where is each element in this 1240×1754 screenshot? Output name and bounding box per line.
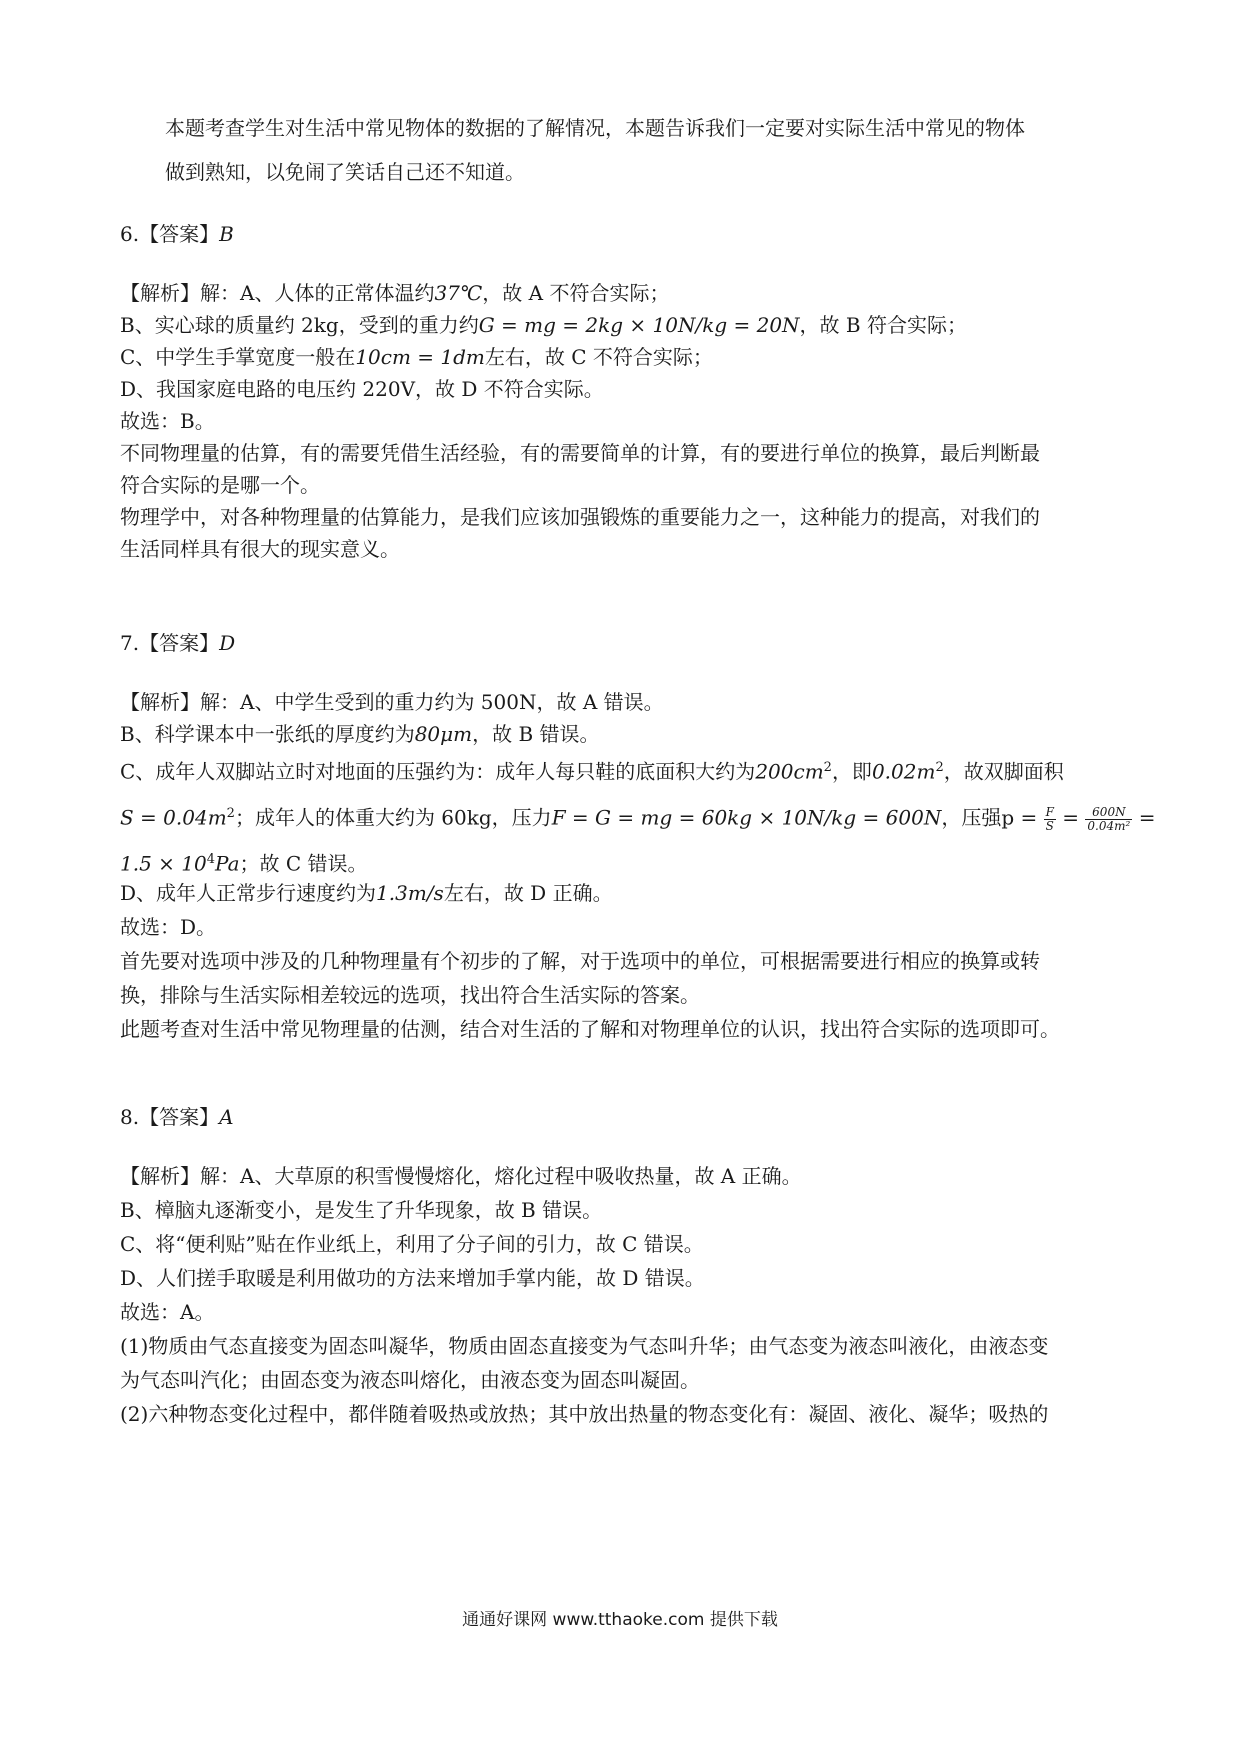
frac-area: 0.04m² <box>1087 818 1131 833</box>
q7-c3-rest: ；故 C 错误。 <box>239 851 368 876</box>
q6-c-formula: 10cm = 1dm <box>355 345 485 369</box>
q7-c2-p: ，压强p = <box>941 805 1044 830</box>
q7-d-value: 1.3m/s <box>376 881 444 905</box>
q6-c-rest: 左右，故 C 不符合实际； <box>484 345 713 369</box>
q7-answer-label: 7.【答案】 <box>120 631 220 655</box>
q7-c3-exp: 4 <box>206 852 216 867</box>
q7-c-area1: 200cm <box>755 759 824 784</box>
q7-d-prefix: D、成年人正常步行速度约为 <box>120 881 377 905</box>
q6-c-prefix: C、中学生手掌宽度一般在 <box>120 345 356 369</box>
q6-analysis-a <box>120 277 669 309</box>
q6-answer <box>120 218 234 250</box>
q8-answer-value: A <box>219 1105 234 1129</box>
q6-answer-value: B <box>219 222 234 246</box>
q6-para2-line1: 物理学中，对各种物理量的估算能力，是我们应该加强锻炼的重要能力之一，这种能力的提高，对我们的 <box>120 505 1040 529</box>
q8-answer <box>120 1101 234 1133</box>
q8-point1-line2: 为气态叫汽化；由固态变为液态叫熔化，由液态变为固态叫凝固。 <box>120 1368 700 1392</box>
q7-para1-line1: 首先要对选项中涉及的几种物理量有个初步的了解，对于选项中的单位，可根据需要进行相应的换算或转 <box>120 949 1040 973</box>
q6-para2-line2: 生活同样具有很大的现实意义。 <box>120 537 400 561</box>
q6-b-formula: G = mg = 2kg × 10N/kg = 20N <box>478 313 800 337</box>
q6-analysis-b <box>120 309 967 341</box>
intro-line-2: 做到熟知，以免闹了笑话自己还不知道。 <box>165 160 525 184</box>
q7-analysis-c2: $S = 0.04m^2$；成年人的体重大约为 60kg，压力F = G = mg = 60kg × 10N/kg = 600N，压强p = $\frac{F}{S}$ = $\frac{600N}{\text{0.04m²}}$ = <box>120 804 1156 833</box>
q7-c2-mid: ；成年人的体重大约为 60kg，压力 <box>234 805 552 830</box>
frac-f: F <box>1045 804 1054 819</box>
q8-point2-line1: (2)六种物态变化过程中，都伴随着吸热或放热；其中放出热量的物态变化有：凝固、液化、凝华；吸热的 <box>120 1402 1049 1426</box>
q8-point1-line1: (1)物质由气态直接变为固态叫凝华，物质由固态直接变为气态叫升华；由气态变为液态叫液化，由液态变 <box>120 1334 1049 1358</box>
q7-b-value: 80μm <box>414 722 473 746</box>
q6-analysis-d: D、我国家庭电路的电压约 220V，故 D 不符合实际。 <box>120 377 604 401</box>
q8-choice: 故选：A。 <box>120 1300 215 1324</box>
q7-analysis-d <box>120 877 613 909</box>
q7-b-prefix: B、科学课本中一张纸的厚度约为 <box>120 722 415 746</box>
q7-c-mid: ，即 <box>831 759 872 784</box>
q6-answer-label: 6.【答案】 <box>120 222 220 246</box>
q7-para2: 此题考查对生活中常见物理量的估测，结合对生活的了解和对物理单位的认识，找出符合实际的选项即可。 <box>120 1017 1060 1041</box>
q7-c-area2: 0.02m <box>871 759 936 784</box>
q7-answer-value: D <box>219 631 236 655</box>
q6-b-rest: ，故 B 符合实际； <box>799 313 967 337</box>
frac-s: S <box>1045 818 1054 833</box>
q7-c3-value: 1.5 × 10 <box>120 851 207 876</box>
frac-600n: 600N <box>1085 806 1132 820</box>
q6-a-rest: ，故 A 不符合实际； <box>482 281 670 305</box>
q7-analysis-c: C、成年人双脚站立时对地面的压强约为：成年人每只鞋的底面积大约为$200cm^2$，即$0.02m^2$，故双脚面积 <box>120 759 1064 784</box>
q8-analysis-c: C、将“便利贴”贴在作业纸上，利用了分子间的引力，故 C 错误。 <box>120 1232 704 1256</box>
q6-choice: 故选：B。 <box>120 409 215 433</box>
fraction-f-over-s <box>1044 806 1056 833</box>
q7-b-rest: ，故 B 错误。 <box>472 722 600 746</box>
q7-answer <box>120 627 235 659</box>
page-footer: 通通好课网 www.tthaoke.com 提供下载 <box>462 1610 778 1630</box>
q6-analysis-c <box>120 341 713 373</box>
q7-analysis-a: 【解析】解：A、中学生受到的重力约为 500N，故 A 错误。 <box>120 690 664 714</box>
q6-b-prefix: B、实心球的质量约 2kg，受到的重力约 <box>120 313 479 337</box>
q8-analysis-d: D、人们搓手取暖是利用做功的方法来增加手掌内能，故 D 错误。 <box>120 1266 705 1290</box>
q7-c-prefix: C、成年人双脚站立时对地面的压强约为：成年人每只鞋的底面积大约为 <box>120 759 756 784</box>
q6-para1-line2: 符合实际的是哪一个。 <box>120 473 320 497</box>
q7-c2-s: S = 0.04m <box>120 805 227 830</box>
q6-a-temp: 37℃ <box>434 281 483 305</box>
q8-analysis-b: B、樟脑丸逐渐变小，是发生了升华现象，故 B 错误。 <box>120 1198 603 1222</box>
q7-d-rest: 左右，故 D 正确。 <box>443 881 613 905</box>
intro-line-1: 本题考查学生对生活中常见物体的数据的了解情况，本题告诉我们一定要对实际生活中常见的物体 <box>165 116 1025 140</box>
q7-para1-line2: 换，排除与生活实际相差较远的选项，找出符合生活实际的答案。 <box>120 983 700 1007</box>
q8-answer-label: 8.【答案】 <box>120 1105 220 1129</box>
q7-c-rest: ，故双脚面积 <box>943 759 1064 784</box>
fraction-600n <box>1085 806 1132 833</box>
q6-para1-line1: 不同物理量的估算，有的需要凭借生活经验，有的需要简单的计算，有的要进行单位的换算，最后判断最 <box>120 441 1040 465</box>
q7-analysis-b <box>120 718 600 750</box>
q7-c2-formula: F = G = mg = 60kg × 10N/kg = 600N <box>551 805 942 830</box>
q6-a-prefix: 【解析】解：A、人体的正常体温约 <box>120 281 435 305</box>
q7-analysis-c3 <box>120 844 368 880</box>
q7-c3-unit: Pa <box>215 851 240 876</box>
q7-choice: 故选：D。 <box>120 915 217 939</box>
q8-analysis-a: 【解析】解：A、大草原的积雪慢慢熔化，熔化过程中吸收热量，故 A 正确。 <box>120 1164 802 1188</box>
